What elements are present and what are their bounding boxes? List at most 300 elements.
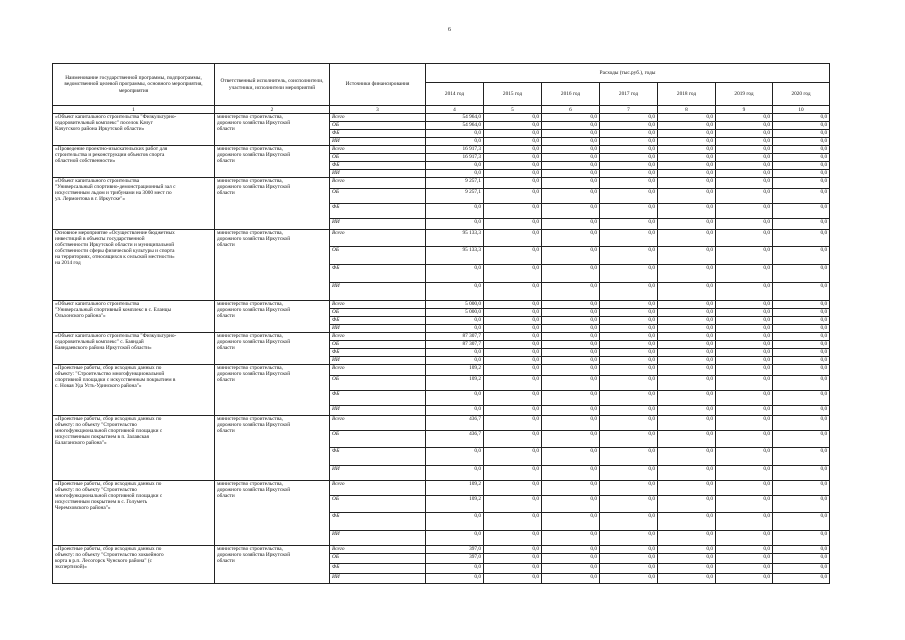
amount-cell: 0,0 [773, 448, 830, 466]
amount-cell: 0,0 [716, 309, 773, 317]
header-year: 2018 год [658, 83, 716, 106]
amount-cell: 0,0 [484, 204, 542, 219]
executor-line: дорожного хозяйства Иркутской [217, 422, 291, 429]
program-name-cell [53, 301, 215, 333]
program-name-line: оздоровительный комплекс" поселок Качуг [55, 120, 153, 127]
amount-cell: 0,0 [658, 301, 716, 309]
amount-cell: 0,0 [542, 341, 600, 349]
amount-cell: 0,0 [484, 416, 542, 431]
amount-cell: 0,0 [426, 574, 484, 584]
amount-cell: 0,0 [658, 189, 716, 204]
amount-cell: 0,0 [716, 554, 773, 564]
funding-source-cell: ФБ [330, 130, 426, 138]
amount-cell: 0,0 [426, 513, 484, 531]
header-program-name: Наименование государственной программы, подпрограммы, ведомственной целевой программы, основного мероприятия, мероприятия [53, 64, 215, 106]
amount-cell: 0,0 [600, 189, 658, 204]
amount-cell: 0,0 [658, 531, 716, 546]
program-name-cell [53, 416, 215, 481]
amount-cell: 0,0 [773, 341, 830, 349]
amount-cell: 16 917,3 [426, 154, 484, 162]
amount-cell: 0,0 [716, 122, 773, 130]
program-name-line: спортивной площадки с искусственным покрытием в [55, 377, 176, 384]
column-number: 2 [215, 106, 330, 114]
amount-cell: 0,0 [600, 301, 658, 309]
amount-cell: 0,0 [773, 301, 830, 309]
amount-cell: 0,0 [658, 341, 716, 349]
funding-source-cell: ИИ [330, 406, 426, 416]
funding-source-cell: ФБ [330, 204, 426, 219]
amount-cell: 0,0 [658, 513, 716, 531]
amount-cell: 0,0 [600, 178, 658, 189]
amount-cell: 0,0 [484, 114, 542, 122]
amount-cell: 87 307,7 [426, 341, 484, 349]
amount-cell: 0,0 [484, 349, 542, 357]
amount-cell: 0,0 [716, 376, 773, 391]
amount-cell: 0,0 [600, 496, 658, 513]
program-name-line: объекту: по объекту "Строительство [55, 422, 137, 429]
amount-cell: 5 000,0 [426, 309, 484, 317]
funding-source-cell: ФБ [330, 391, 426, 406]
amount-cell: 0,0 [426, 357, 484, 365]
amount-cell: 0,0 [773, 431, 830, 448]
amount-cell: 0,0 [484, 130, 542, 138]
amount-cell: 0,0 [542, 130, 600, 138]
amount-cell: 109,2 [426, 365, 484, 376]
amount-cell: 0,0 [600, 513, 658, 531]
executor-line: области [217, 558, 235, 565]
amount-cell: 0,0 [484, 481, 542, 496]
executor-line: дорожного хозяйства Иркутской [217, 339, 291, 346]
amount-cell: 0,0 [542, 162, 600, 170]
amount-cell: 0,0 [542, 376, 600, 391]
amount-cell: 0,0 [542, 114, 600, 122]
amount-cell: 0,0 [716, 431, 773, 448]
amount-cell: 0,0 [773, 357, 830, 365]
amount-cell: 0,0 [484, 531, 542, 546]
amount-cell: 0,0 [542, 391, 600, 406]
amount-cell: 0,0 [600, 219, 658, 230]
amount-cell: 0,0 [484, 365, 542, 376]
amount-cell: 0,0 [542, 448, 600, 466]
amount-cell: 0,0 [600, 341, 658, 349]
amount-cell: 0,0 [658, 546, 716, 554]
amount-cell: 95 133,3 [426, 230, 484, 247]
funding-source-cell: Всего [330, 481, 426, 496]
amount-cell: 0,0 [542, 365, 600, 376]
amount-cell: 397,0 [426, 554, 484, 564]
amount-cell: 0,0 [773, 574, 830, 584]
amount-cell: 0,0 [773, 162, 830, 170]
program-name-line: Балаганского района"» [55, 440, 107, 447]
funding-source-cell: ФБ [330, 265, 426, 283]
amount-cell: 0,0 [600, 325, 658, 333]
amount-cell: 0,0 [484, 496, 542, 513]
executor-line: области [217, 242, 235, 249]
table-row [53, 301, 830, 309]
amount-cell: 0,0 [716, 365, 773, 376]
program-name-line: с. Новая Уда Усть-Удинского района"» [55, 383, 142, 390]
program-name-line: объекту: по объекту "Строительство хоккейного [55, 552, 164, 559]
amount-cell: 0,0 [426, 162, 484, 170]
amount-cell: 0,0 [542, 416, 600, 431]
executor-line: области [217, 158, 235, 165]
amount-cell: 95 133,3 [426, 247, 484, 265]
column-number: 10 [773, 106, 830, 114]
program-name-line: экспертизой)» [55, 564, 87, 571]
amount-cell: 0,0 [773, 283, 830, 301]
program-name-line: искусственным покрытием в с. Голуметь [55, 499, 148, 506]
program-name-cell [53, 178, 215, 230]
amount-cell: 0,0 [658, 178, 716, 189]
executor-cell [215, 301, 330, 333]
amount-cell: 0,0 [716, 333, 773, 341]
funding-source-cell: Всего [330, 546, 426, 554]
amount-cell: 0,0 [484, 283, 542, 301]
program-name-cell [53, 481, 215, 546]
executor-cell [215, 333, 330, 365]
program-name-line: ул. Лермонтова в г. Иркутске"» [55, 196, 126, 203]
amount-cell: 0,0 [600, 574, 658, 584]
program-name-line: на территориях, относящихся к сельской местности» [55, 254, 175, 261]
funding-source-cell: ОБ [330, 496, 426, 513]
amount-cell: 0,0 [658, 146, 716, 154]
executor-cell [215, 481, 330, 546]
amount-cell: 0,0 [658, 333, 716, 341]
amount-cell: 0,0 [658, 406, 716, 416]
funding-source-cell: ФБ [330, 349, 426, 357]
amount-cell: 0,0 [484, 513, 542, 531]
amount-cell: 0,0 [600, 114, 658, 122]
funding-table [52, 63, 830, 584]
amount-cell: 0,0 [542, 265, 600, 283]
amount-cell: 0,0 [484, 466, 542, 481]
header-year: 2014 год [426, 83, 484, 106]
executor-line: министерство строительства, [217, 416, 283, 422]
amount-cell: 0,0 [542, 325, 600, 333]
header-year: 2017 год [600, 83, 658, 106]
amount-cell: 0,0 [600, 138, 658, 146]
program-name-line: «Объект капитального строительства [55, 178, 140, 184]
amount-cell: 0,0 [600, 122, 658, 130]
amount-cell: 0,0 [773, 416, 830, 431]
amount-cell: 0,0 [542, 230, 600, 247]
funding-source-cell: ФБ [330, 162, 426, 170]
amount-cell: 0,0 [600, 376, 658, 391]
amount-cell: 0,0 [484, 219, 542, 230]
amount-cell: 0,0 [773, 531, 830, 546]
program-name-line: собственности сферы физической культуры и спорта [55, 248, 175, 255]
amount-cell: 0,0 [542, 122, 600, 130]
amount-cell: 0,0 [542, 357, 600, 365]
amount-cell: 0,0 [658, 481, 716, 496]
executor-line: области [217, 190, 235, 197]
funding-source-cell: Всего [330, 114, 426, 122]
amount-cell: 0,0 [773, 317, 830, 325]
amount-cell: 5 000,0 [426, 301, 484, 309]
funding-source-cell: ОБ [330, 247, 426, 265]
funding-source-cell: Всего [330, 333, 426, 341]
amount-cell: 0,0 [484, 554, 542, 564]
program-name-cell [53, 230, 215, 301]
program-name-line: многофункциональной спортивной площадки с [55, 428, 163, 435]
amount-cell: 0,0 [426, 531, 484, 546]
funding-source-cell: ФБ [330, 448, 426, 466]
program-name-line: Качугского района Иркутской области» [55, 126, 145, 133]
program-name-line: «Проведение проектно-изыскательских работ для [55, 146, 168, 152]
amount-cell: 0,0 [426, 325, 484, 333]
amount-cell: 0,0 [426, 406, 484, 416]
amount-cell: 0,0 [426, 317, 484, 325]
executor-line: дорожного хозяйства Иркутской [217, 184, 291, 191]
amount-cell: 0,0 [773, 325, 830, 333]
amount-cell: 0,0 [484, 138, 542, 146]
amount-cell: 0,0 [426, 138, 484, 146]
amount-cell: 0,0 [542, 178, 600, 189]
executor-line: области [217, 428, 235, 435]
table-row [53, 146, 830, 154]
table-row [53, 230, 830, 247]
amount-cell: 0,0 [658, 114, 716, 122]
funding-source-cell: ИИ [330, 531, 426, 546]
amount-cell: 0,0 [542, 301, 600, 309]
amount-cell: 0,0 [716, 357, 773, 365]
header-expenses: Расходы (тыс.руб.), годы [426, 64, 830, 83]
amount-cell: 0,0 [716, 564, 773, 574]
amount-cell: 0,0 [658, 448, 716, 466]
program-name-line: объекту: "Строительство многофункциональной [55, 371, 165, 378]
amount-cell: 0,0 [542, 219, 600, 230]
amount-cell: 0,0 [773, 170, 830, 178]
column-number: 1 [53, 106, 215, 114]
amount-cell: 0,0 [773, 247, 830, 265]
amount-cell: 0,0 [773, 122, 830, 130]
amount-cell: 0,0 [773, 349, 830, 357]
program-name-line: Ольхонского района"» [55, 313, 106, 320]
amount-cell: 0,0 [658, 247, 716, 265]
funding-source-cell: ОБ [330, 341, 426, 349]
header-year: 2015 год [484, 83, 542, 106]
amount-cell: 0,0 [484, 448, 542, 466]
amount-cell: 0,0 [542, 564, 600, 574]
amount-cell: 0,0 [484, 431, 542, 448]
amount-cell: 0,0 [658, 219, 716, 230]
amount-cell: 0,0 [658, 122, 716, 130]
table-row [53, 114, 830, 122]
amount-cell: 0,0 [542, 189, 600, 204]
amount-cell: 0,0 [484, 265, 542, 283]
funding-source-cell: ИИ [330, 325, 426, 333]
program-name-line: многофункциональной спортивной площадки с [55, 493, 163, 500]
amount-cell: 0,0 [716, 138, 773, 146]
program-name-line: искусственным льдом и трибунами на 3000 мест по [55, 190, 172, 197]
funding-source-cell: ИИ [330, 574, 426, 584]
program-name-line: Основное мероприятие «Осуществление бюджетных [55, 230, 175, 236]
amount-cell: 0,0 [716, 416, 773, 431]
amount-cell: 0,0 [542, 146, 600, 154]
program-name-cell [53, 333, 215, 365]
amount-cell: 0,0 [716, 341, 773, 349]
amount-cell: 0,0 [542, 546, 600, 554]
amount-cell: 0,0 [600, 130, 658, 138]
funding-source-cell: ИИ [330, 170, 426, 178]
amount-cell: 0,0 [484, 406, 542, 416]
amount-cell: 0,0 [716, 154, 773, 162]
program-name-line: «Объект капитального строительства [55, 301, 140, 307]
amount-cell: 0,0 [773, 376, 830, 391]
amount-cell: 0,0 [716, 162, 773, 170]
amount-cell: 0,0 [542, 406, 600, 416]
program-name-line: инвестиций в объекты государственной [55, 236, 145, 243]
amount-cell: 0,0 [484, 230, 542, 247]
amount-cell: 0,0 [600, 365, 658, 376]
amount-cell: 0,0 [542, 349, 600, 357]
amount-cell: 0,0 [600, 564, 658, 574]
executor-line: области [217, 126, 235, 133]
amount-cell: 0,0 [773, 333, 830, 341]
amount-cell: 0,0 [716, 230, 773, 247]
table-row [53, 333, 830, 341]
amount-cell: 0,0 [716, 349, 773, 357]
amount-cell: 0,0 [716, 448, 773, 466]
amount-cell: 0,0 [716, 114, 773, 122]
amount-cell: 436,7 [426, 416, 484, 431]
amount-cell: 109,2 [426, 481, 484, 496]
amount-cell: 0,0 [716, 496, 773, 513]
amount-cell: 0,0 [484, 574, 542, 584]
amount-cell: 0,0 [773, 391, 830, 406]
amount-cell: 0,0 [658, 325, 716, 333]
amount-cell: 0,0 [542, 466, 600, 481]
amount-cell: 0,0 [600, 481, 658, 496]
amount-cell: 0,0 [426, 564, 484, 574]
amount-cell: 0,0 [426, 265, 484, 283]
amount-cell: 0,0 [773, 406, 830, 416]
program-name-line: Баяндаевского района Иркутской области» [55, 345, 152, 352]
amount-cell: 0,0 [773, 309, 830, 317]
amount-cell: 0,0 [542, 283, 600, 301]
amount-cell: 0,0 [484, 122, 542, 130]
amount-cell: 0,0 [484, 341, 542, 349]
amount-cell: 0,0 [773, 130, 830, 138]
amount-cell: 0,0 [658, 431, 716, 448]
executor-cell [215, 114, 330, 146]
column-number: 7 [600, 106, 658, 114]
executor-cell [215, 230, 330, 301]
amount-cell: 0,0 [484, 154, 542, 162]
program-name-line: «Проектные работы, сбор исходных данных по [55, 365, 162, 371]
amount-cell: 0,0 [773, 496, 830, 513]
program-name-line: объекту: по объекту "Строительство [55, 487, 137, 494]
program-name-line: "Универсальный спортивный комплекс в с. Еланцы [55, 307, 172, 314]
funding-source-cell: ОБ [330, 189, 426, 204]
amount-cell: 0,0 [658, 391, 716, 406]
amount-cell: 0,0 [542, 309, 600, 317]
executor-cell [215, 365, 330, 416]
table-row [53, 365, 830, 376]
amount-cell: 0,0 [542, 138, 600, 146]
column-number: 4 [426, 106, 484, 114]
column-number: 3 [330, 106, 426, 114]
amount-cell: 0,0 [658, 170, 716, 178]
amount-cell: 0,0 [716, 283, 773, 301]
amount-cell: 0,0 [773, 265, 830, 283]
amount-cell: 54 964,0 [426, 114, 484, 122]
column-number: 6 [542, 106, 600, 114]
amount-cell: 0,0 [600, 247, 658, 265]
funding-source-cell: ФБ [330, 513, 426, 531]
amount-cell: 0,0 [484, 178, 542, 189]
header-executor: Ответственный исполнитель, соисполнители, участники, исполнители мероприятий [215, 64, 330, 106]
header-funding-source: Источники финансирования [330, 64, 426, 106]
amount-cell: 0,0 [542, 554, 600, 564]
funding-source-cell: Всего [330, 416, 426, 431]
amount-cell: 0,0 [484, 376, 542, 391]
program-name-line: областной собственности» [55, 158, 116, 165]
amount-cell: 0,0 [773, 554, 830, 564]
amount-cell: 0,0 [716, 219, 773, 230]
amount-cell: 0,0 [542, 574, 600, 584]
amount-cell: 0,0 [426, 283, 484, 301]
amount-cell: 0,0 [600, 162, 658, 170]
amount-cell: 0,0 [773, 219, 830, 230]
amount-cell: 0,0 [484, 546, 542, 554]
amount-cell: 0,0 [484, 162, 542, 170]
amount-cell: 0,0 [600, 531, 658, 546]
executor-cell [215, 146, 330, 178]
amount-cell: 0,0 [773, 138, 830, 146]
amount-cell: 0,0 [600, 406, 658, 416]
amount-cell: 0,0 [658, 130, 716, 138]
amount-cell: 0,0 [773, 154, 830, 162]
table-body [53, 114, 830, 584]
executor-line: дорожного хозяйства Иркутской [217, 152, 291, 159]
amount-cell: 0,0 [773, 466, 830, 481]
executor-line: дорожного хозяйства Иркутской [217, 371, 291, 378]
amount-cell: 0,0 [484, 317, 542, 325]
amount-cell: 0,0 [773, 513, 830, 531]
amount-cell: 0,0 [600, 349, 658, 357]
amount-cell: 0,0 [716, 531, 773, 546]
amount-cell: 0,0 [600, 154, 658, 162]
amount-cell: 0,0 [716, 317, 773, 325]
amount-cell: 0,0 [542, 333, 600, 341]
amount-cell: 0,0 [600, 466, 658, 481]
amount-cell: 0,0 [600, 317, 658, 325]
amount-cell: 0,0 [716, 170, 773, 178]
amount-cell: 0,0 [426, 219, 484, 230]
amount-cell: 0,0 [658, 317, 716, 325]
amount-cell: 0,0 [600, 333, 658, 341]
executor-line: министерство строительства, [217, 333, 283, 339]
funding-source-cell: ИИ [330, 466, 426, 481]
amount-cell: 0,0 [773, 546, 830, 554]
amount-cell: 0,0 [658, 574, 716, 584]
executor-line: министерство строительства, [217, 178, 283, 184]
executor-line: министерство строительства, [217, 546, 283, 552]
column-number: 5 [484, 106, 542, 114]
amount-cell: 0,0 [716, 466, 773, 481]
amount-cell: 0,0 [658, 564, 716, 574]
amount-cell: 0,0 [773, 178, 830, 189]
amount-cell: 0,0 [426, 170, 484, 178]
amount-cell: 0,0 [426, 448, 484, 466]
amount-cell: 0,0 [658, 154, 716, 162]
program-name-line: оздоровительный комплекс" с. Баяндай [55, 339, 144, 346]
amount-cell: 0,0 [600, 431, 658, 448]
amount-cell: 0,0 [600, 309, 658, 317]
executor-line: области [217, 345, 235, 352]
amount-cell: 109,2 [426, 496, 484, 513]
